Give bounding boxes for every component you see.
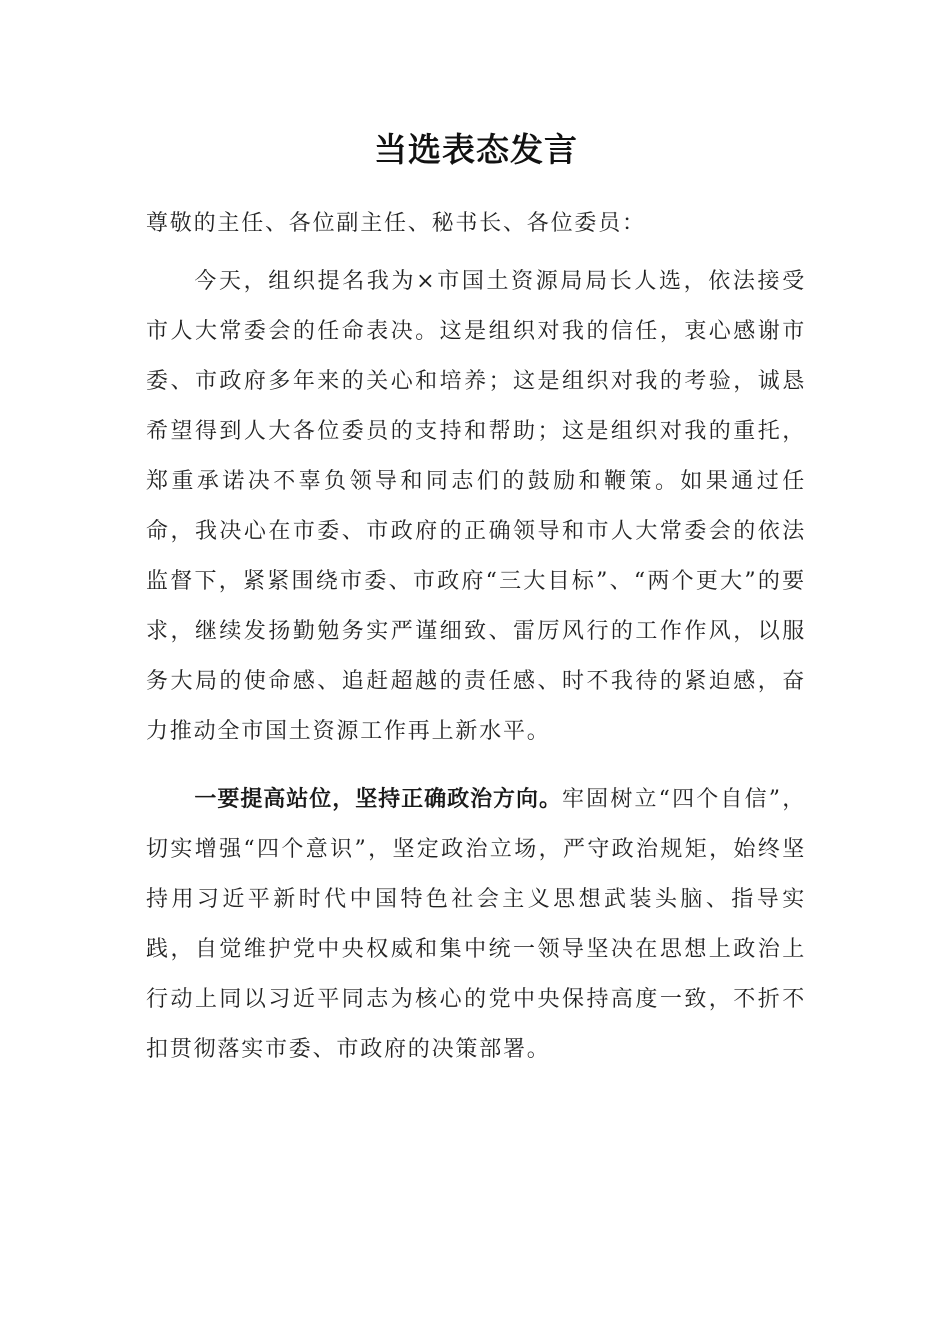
- paragraph-intro-text: 今天，组织提名我为×市国土资源局局长人选，依法接受市人大常委会的任命表决。这是组织对我的信任，衷心感谢市委、市政府多年来的关心和培养；这是组织对我的考验，诚恳希望得到人大各位委员的支持和帮助；这是组织对我的重托，郑重承诺决不辜负领导和同志们的鼓励和鞭策。如果通过任命，我决心在市委、市政府的正确领导和市人大常委会的依法监督下，紧紧围绕市委、市政府“三大目标”、“两个更大”的要求，继续发扬勤勉务实严谨细致、雷厉风行的工作作风，以服务大局的使命感、追赶超越的责任感、时不我待的紧迫感，奋力推动全市国土资源工作再上新水平。: [146, 269, 806, 744]
- paragraph-intro: [146, 257, 806, 757]
- paragraph-point-one: [146, 775, 806, 1075]
- paragraph-point-one-text: 牢固树立“四个自信”，切实增强“四个意识”，坚定政治立场，严守政治规矩，始终坚持用习近平新时代中国特色社会主义思想武装头脑、指导实践，自觉维护党中央权威和集中统一领导坚决在思想上政治上行动上同以习近平同志为核心的党中央保持高度一致，不折不扣贯彻落实市委、市政府的决策部署。: [146, 787, 806, 1062]
- salutation: 尊敬的主任、各位副主任、秘书长、各位委员：: [146, 211, 646, 236]
- document-title: 当选表态发言: [374, 130, 578, 169]
- paragraph-point-one-lead: 一要提高站位，坚持正确政治方向。: [194, 787, 562, 812]
- document-page: [146, 0, 806, 1075]
